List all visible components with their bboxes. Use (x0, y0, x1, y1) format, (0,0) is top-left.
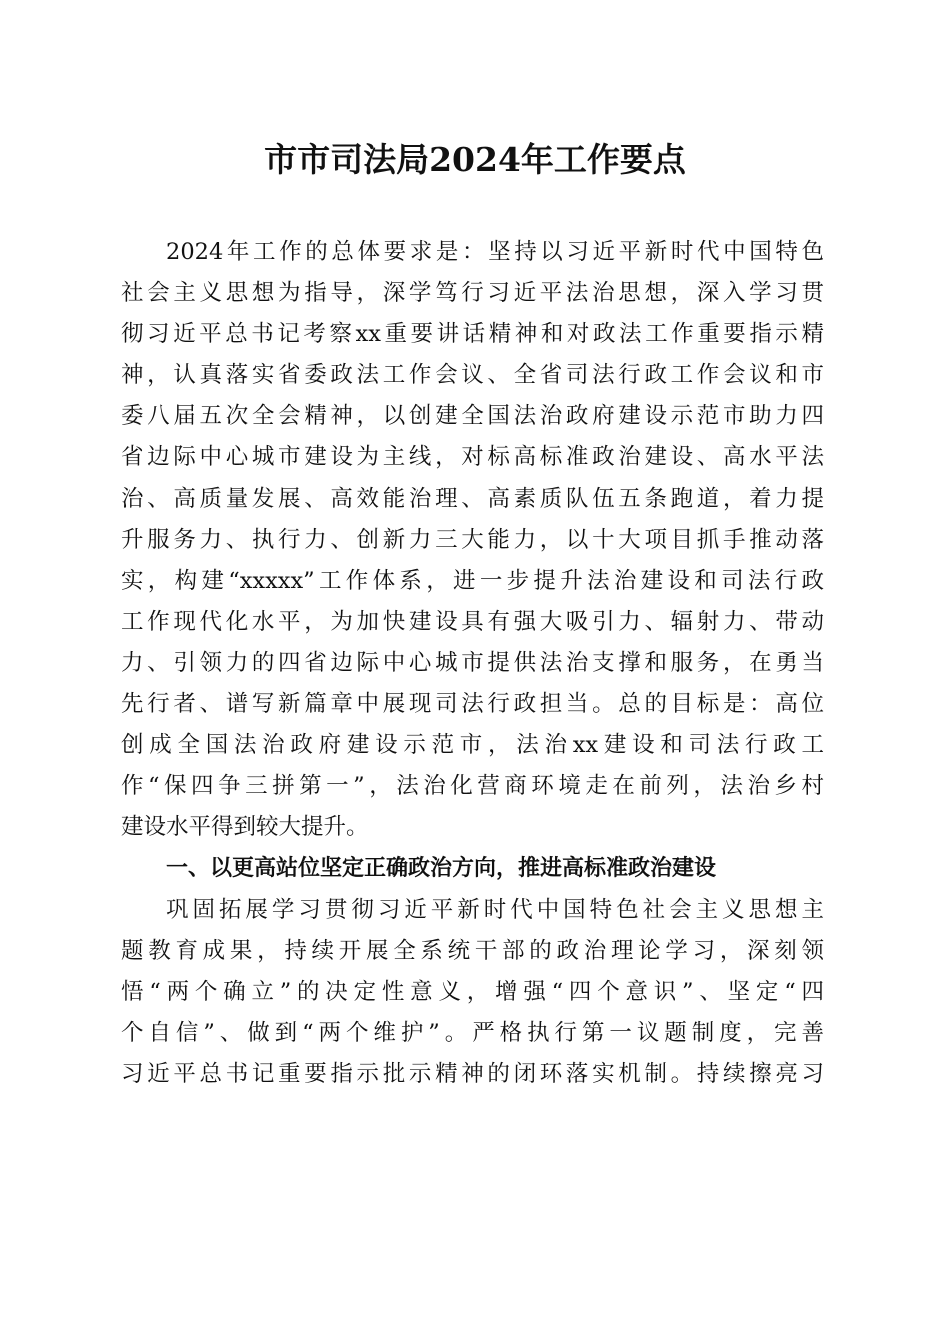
paragraph-1-line: 力、引领力的四省边际中心城市提供法治支撑和服务，在勇当 (121, 649, 824, 676)
paragraph-1-line: 省边际中心城市建设为主线，对标高标准政治建设、高水平法 (121, 444, 824, 471)
paragraph-1-line: 实，构建“xxxxx”工作体系，进一步提升法治建设和司法行政 (121, 567, 824, 594)
paragraph-2-line: 悟“两个确立”的决定性意义，增强“四个意识”、坚定“四 (121, 978, 824, 1005)
paragraph-1-line: 升服务力、执行力、创新力三大能力，以十大项目抓手推动落 (121, 526, 824, 553)
paragraph-2-line: 题教育成果，持续开展全系统干部的政治理论学习，深刻领 (121, 937, 824, 964)
paragraph-1-line: 2024年工作的总体要求是：坚持以习近平新时代中国特色 (166, 239, 824, 265)
paragraph-1-line: 彻习近平总书记考察xx重要讲话精神和对政法工作重要指示精 (121, 321, 824, 348)
paragraph-1-line: 治、高质量发展、高效能治理、高素质队伍五条跑道，着力提 (121, 485, 824, 512)
paragraph-1-line: 社会主义思想为指导，深学笃行习近平法治思想，深入学习贯 (121, 280, 824, 307)
paragraph-1-line: 委八届五次全会精神，以创建全国法治政府建设示范市助力四 (121, 403, 824, 430)
paragraph-2-line: 习近平总书记重要指示批示精神的闭环落实机制。持续擦亮习 (121, 1060, 824, 1087)
document-body (121, 232, 824, 1095)
paragraph-1-line: 神，认真落实省委政法工作会议、全省司法行政工作会议和市 (121, 362, 824, 389)
paragraph-2-line: 巩固拓展学习贯彻习近平新时代中国特色社会主义思想主 (166, 896, 824, 923)
paragraph-1-line: 工作现代化水平，为加快建设具有强大吸引力、辐射力、带动 (121, 608, 824, 635)
document-title: 市市司法局2024年工作要点 (264, 140, 686, 179)
paragraph-1-line: 创成全国法治政府建设示范市，法治xx建设和司法行政工 (121, 732, 824, 759)
paragraph-1-line: 先行者、谱写新篇章中展现司法行政担当。总的目标是：高位 (121, 691, 824, 718)
paragraph-1-line: 作“保四争三拼第一”，法治化营商环境走在前列，法治乡村 (121, 773, 824, 800)
paragraph-2-line: 个自信”、做到“两个维护”。严格执行第一议题制度，完善 (121, 1019, 824, 1046)
paragraph-1-line: 建设水平得到较大提升。 (121, 814, 369, 841)
section-heading-1: 一、以更高站位坚定正确政治方向，推进高标准政治建设 (166, 856, 717, 882)
